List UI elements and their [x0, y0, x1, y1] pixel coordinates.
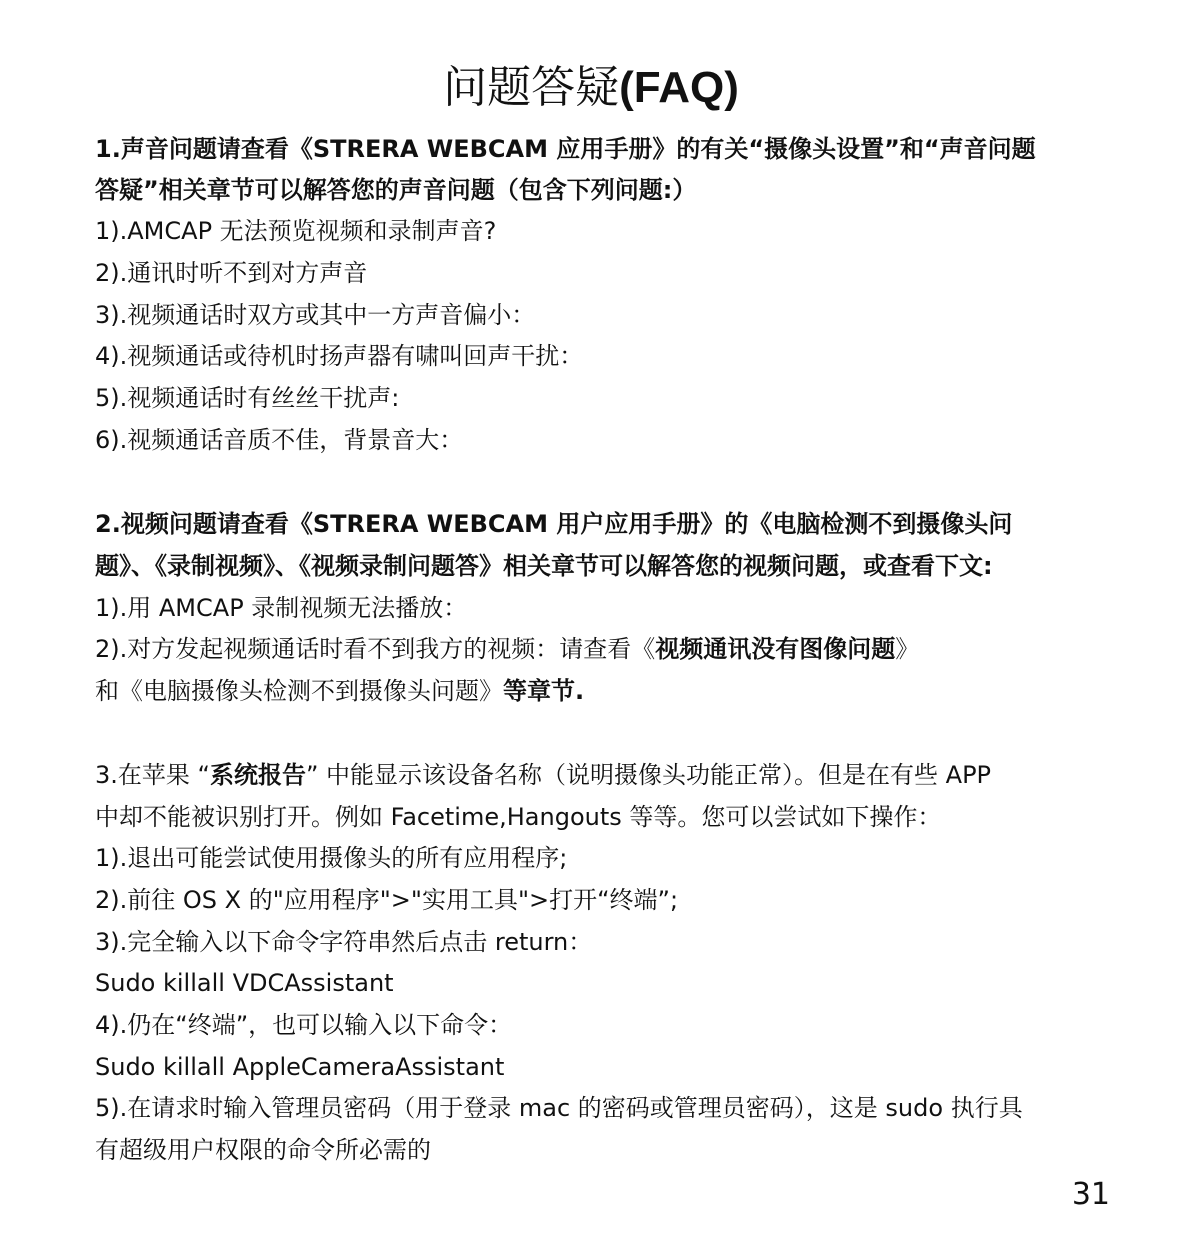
section1-item-1: 1).AMCAP 无法预览视频和录制声音?: [95, 217, 497, 245]
section2-item-3: [95, 673, 1125, 709]
section3-intro-line-2: 中却不能被识别打开。例如 Facetime,Hangouts 等等。您可以尝试如下操作：: [95, 803, 942, 831]
section2-heading-line-2: 题》、《录制视频》、《视频录制问题答》相关章节可以解答您的视频问题，或查看下文:: [95, 552, 993, 580]
section1-item-4: 4).视频通话或待机时扬声器有啸叫回声干扰：: [95, 342, 584, 370]
section2-item-2: [95, 631, 1125, 667]
section3-step-1: 1).退出可能尝试使用摄像头的所有应用程序;: [95, 844, 568, 872]
section3-intro-line-1: [95, 757, 1125, 793]
section3-step-5-line-1: 5).在请求时输入管理员密码（用于登录 mac 的密码或管理员密码），这是 sudo 执行具: [95, 1094, 1023, 1122]
page-title-en: (FAQ): [619, 63, 739, 112]
page-number: 31: [1071, 1177, 1110, 1212]
section3-command-1: Sudo killall VDCAssistant: [95, 969, 394, 997]
section1-heading-line-2: 答疑”相关章节可以解答您的声音问题（包含下列问题:）: [95, 176, 697, 204]
section2-item-2-suffix: 》: [895, 635, 920, 663]
section2-item-3-prefix: 和《电脑摄像头检测不到摄像头问题》: [95, 677, 503, 705]
section2-item-2-bold: 视频通讯没有图像问题: [655, 635, 896, 663]
section3-step-4: 4).仍在“终端”，也可以输入以下命令：: [95, 1011, 513, 1039]
section1-item-2: 2).通讯时听不到对方声音: [95, 259, 368, 287]
section2-heading-line-1: 2.视频问题请查看《STRERA WEBCAM 用户应用手册》的《电脑检测不到摄像头问: [95, 510, 1013, 538]
section3-command-2: Sudo killall AppleCameraAssistant: [95, 1053, 505, 1081]
section3-intro-bold: 系统报告: [209, 761, 306, 789]
section1-heading-line-1: 1.声音问题请查看《STRERA WEBCAM 应用手册》的有关“摄像头设置”和“声音问题: [95, 135, 1036, 163]
page-title: [0, 58, 1182, 118]
section3-intro-prefix: 3.在苹果 “: [95, 761, 210, 789]
section2-item-1: 1).用 AMCAP 录制视频无法播放：: [95, 594, 468, 622]
section3-step-2: 2).前往 OS X 的"应用程序">"实用工具">打开“终端”;: [95, 886, 679, 914]
section3-step-5-line-2: 有超级用户权限的命令所必需的: [95, 1136, 431, 1164]
section1-item-6: 6).视频通话音质不佳，背景音大：: [95, 426, 464, 454]
section1-item-3: 3).视频通话时双方或其中一方声音偏小：: [95, 301, 536, 329]
section3-intro-suffix: ” 中能显示该设备名称（说明摄像头功能正常）。但是在有些 APP: [305, 761, 992, 789]
page-title-cn: 问题答疑: [443, 62, 620, 113]
section2-item-3-bold: 等章节.: [503, 677, 585, 705]
section3-step-3: 3).完全输入以下命令字符串然后点击 return：: [95, 928, 593, 956]
section1-item-5: 5).视频通话时有丝丝干扰声:: [95, 384, 400, 412]
section2-item-2-prefix: 2).对方发起视频通话时看不到我方的视频：请查看《: [95, 635, 656, 663]
